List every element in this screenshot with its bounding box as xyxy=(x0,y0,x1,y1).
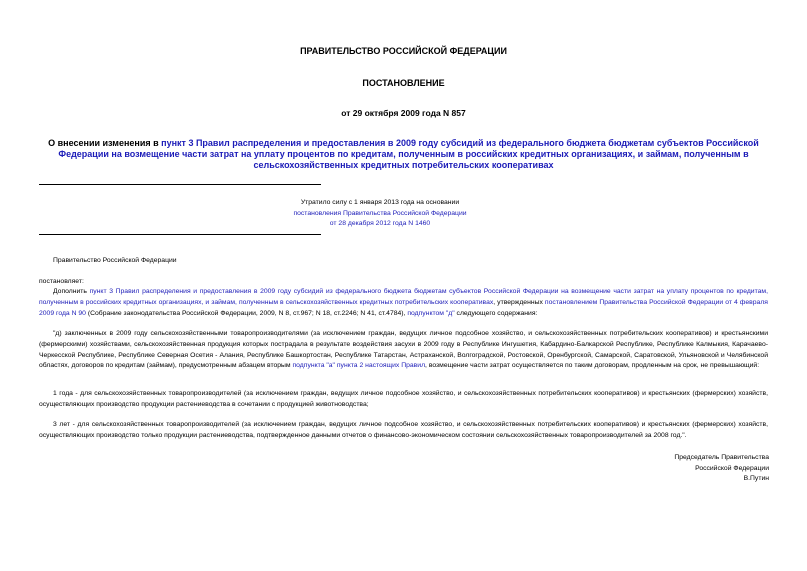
link-rules-point-3[interactable]: пункт 3 Правил распределения и предоставления в 2009 году субсидий из федерального бюджета бюджетам субъектов Российской Федерации на возмещение части затрат на уплату процентов по кредитам, полученным в российских кредитных организациях, и займам, полученным в сельскохозяйственных кредитных потребительских кооперативах xyxy=(39,288,768,306)
text-fragment: "д) заключенных в 2009 году сельскохозяйственными товаропроизводителями (за исключением граждан, ведущих личное подсобное хозяйство, и сельскохозяйственных потребительских кооперативов) и крестьянскими (фермерскими) хозяйствами, сельскохозяйственная продукция которых пострадала в результате воздействия засухи в 2009 году в Республике Ингушетия, Кабардино-Балкарской Республике, Республике Калмыкия, Карачаево-Черкесской Республике, Республике Северная Осетия - Алания, Республике Башкортостан, Республике Татарстан, Астраханской, Волгоградской, Ростовской, Оренбургской, Самарской, Саратовской, Ульяновской и Челябинской областях, договоров по кредитам (займам), предусмотренным абзацем вторым xyxy=(39,330,768,370)
text-fragment: , утвержденных xyxy=(493,298,545,306)
body-government: Правительство Российской Федерации xyxy=(53,257,177,264)
text-fragment: Дополнить xyxy=(53,288,90,295)
status-note-line: Утратило силу с 1 января 2013 года на основании xyxy=(300,199,460,206)
paragraph-subpoint-d xyxy=(39,329,768,372)
document-title xyxy=(46,138,761,171)
signature-organization: Российской Федерации xyxy=(695,464,769,472)
paragraph-three-years: 3 лет - для сельскохозяйственных товаропроизводителей (за исключением граждан, ведущих личное подсобное хозяйство, и сельскохозяйственных потребительских кооперативов) и крестьянских (фермерских) хозяйств, осуществляющих производство только продукции растениеводства, подтвержденное данными отчетов о финансово-экономическом состоянии сельскохозяйственных товаропроизводителей за 2008 год.". xyxy=(39,421,768,439)
government-heading: ПРАВИТЕЛЬСТВО РОССИЙСКОЙ ФЕДЕРАЦИИ xyxy=(300,46,507,56)
signature-name: В.Путин xyxy=(743,475,769,482)
title-prefix: О внесении изменения в xyxy=(48,138,162,148)
text-fragment: следующего содержания: xyxy=(454,309,538,317)
text-fragment: (Собрание законодательства Российской Федерации, 2009, N 8, ст.967; N 18, ст.2246; N 41, ст.4784), xyxy=(85,309,408,317)
title-link-rules-point-3[interactable]: пункт 3 Правил распределения и предоставления в 2009 году субсидий из федерального бюджета бюджетам субъектов Российской Федерации на возмещение части затрат на уплату процентов по кредитам, полученным в российских кредитных организациях, и займам, полученным в сельскохозяйственных кредитных потребительских кооперативах xyxy=(58,138,759,170)
divider-bottom xyxy=(39,234,321,235)
signature-title: Председатель Правительства xyxy=(674,454,769,461)
status-note-link-date[interactable]: от 28 декабря 2012 года N 1460 xyxy=(329,220,431,227)
paragraph-amendment xyxy=(39,287,768,319)
status-note-link-resolution[interactable]: постановления Правительства Российской Федерации xyxy=(293,209,467,217)
document-date-number: от 29 октября 2009 года N 857 xyxy=(341,108,466,118)
document-type-heading: ПОСТАНОВЛЕНИЕ xyxy=(362,78,445,88)
text-fragment: , возмещение части затрат осуществляется по таким договорам, продленным на срок, не превышающий: xyxy=(425,362,760,370)
body-resolves: постановляет: xyxy=(39,278,84,285)
link-subpoint-d[interactable]: подпунктом "д" xyxy=(407,309,455,317)
paragraph-one-year: 1 года - для сельскохозяйственных товаропроизводителей (за исключением граждан, ведущих личное подсобное хозяйство, и сельскохозяйственных потребительских кооперативов) и крестьянских (фермерских) хозяйств, осуществляющих производство продукции растениеводства в сочетании с продукцией животноводства; xyxy=(39,390,768,408)
link-subpoint-a-point-2[interactable]: подпункта "а" пункта 2 настоящих Правил xyxy=(292,362,426,370)
divider-top xyxy=(39,184,321,185)
link-resolution-90[interactable]: постановлением Правительства Российской Федерации от 4 февраля 2009 года N 90 xyxy=(39,298,768,317)
